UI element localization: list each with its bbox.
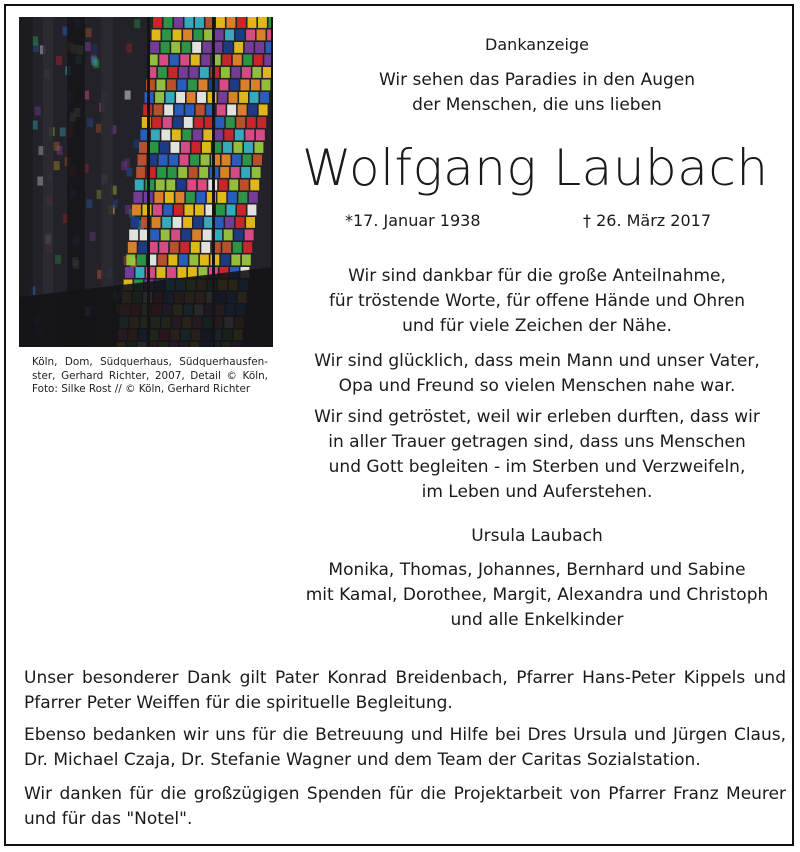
acknowledgement-line: Pfarrer Peter Weiffen für die spirituelle Begleitung.	[24, 692, 453, 713]
widow-signature: Ursula Laubach	[471, 526, 603, 546]
thanks-line: Wir sind dankbar für die große Anteilnahme,	[348, 266, 726, 286]
acknowledgement-line: Ebenso bedanken wir uns für die Betreuung und Hilfe bei Dres Ursula und Jürgen Claus,	[24, 725, 786, 745]
birth-date: *17. Januar 1938	[345, 211, 481, 230]
caption-line: Köln, Dom, Südquerhaus, Südquerhausfen-	[32, 356, 268, 368]
stained-glass-graphic	[19, 17, 273, 347]
acknowledgement-line: Wir danken für die großzügigen Spenden für die Projektarbeit von Pfarrer Franz Meurer	[24, 784, 786, 804]
acknowledgement-paragraph	[24, 666, 786, 715]
thanks-line: Wir sind glücklich, dass mein Mann und unser Vater,	[314, 351, 760, 371]
family-line: Monika, Thomas, Johannes, Bernhard und Sabine	[328, 560, 746, 580]
thanks-line: Wir sind getröstet, weil wir erleben durften, dass wir	[314, 407, 760, 427]
caption-line: ster, Gerhard Richter, 2007, Detail © Köln,	[32, 369, 268, 382]
motto-line: der Menschen, die uns lieben	[412, 95, 662, 115]
family-signature	[278, 558, 796, 633]
notice-heading: Dankanzeige	[485, 35, 589, 54]
thanks-paragraph	[278, 264, 796, 339]
thanks-line: im Leben und Auferstehen.	[421, 482, 653, 502]
thanks-paragraph	[278, 349, 796, 399]
acknowledgement-line: Dr. Michael Czaja, Dr. Stefanie Wagner und dem Team der Caritas Sozialstation.	[24, 749, 701, 770]
death-date: † 26. März 2017	[583, 211, 712, 230]
thanks-line: und Gott begleiten - im Sterben und Verzweifeln,	[328, 457, 746, 477]
acknowledgement-paragraph	[24, 723, 786, 772]
acknowledgement-line: und für das "Notel".	[24, 808, 193, 829]
family-line: und alle Enkelkinder	[450, 610, 624, 630]
acknowledgement-paragraph	[24, 782, 786, 831]
thanks-line: Opa und Freund so vielen Menschen nahe war.	[338, 376, 736, 396]
thanks-paragraph	[278, 405, 796, 505]
obituary-notice	[4, 4, 794, 846]
photo-caption	[32, 356, 268, 397]
acknowledgement-line: Unser besonderer Dank gilt Pater Konrad Breidenbach, Pfarrer Hans-Peter Kippels und	[24, 668, 786, 688]
stained-glass-window-photo	[19, 17, 273, 347]
deceased-name: Wolfgang Laubach	[302, 139, 769, 197]
motto-line: Wir sehen das Paradies in den Augen	[378, 70, 696, 90]
family-line: mit Kamal, Dorothee, Margit, Alexandra und Christoph	[305, 585, 769, 605]
thanks-line: für tröstende Worte, für offene Hände und Ohren	[328, 291, 746, 311]
caption-line: Foto: Silke Rost // © Köln, Gerhard Richter	[32, 383, 251, 395]
thanks-line: in aller Trauer getragen sind, dass uns Menschen	[328, 432, 746, 452]
thanks-line: und für viele Zeichen der Nähe.	[402, 316, 672, 336]
motto	[278, 68, 796, 118]
